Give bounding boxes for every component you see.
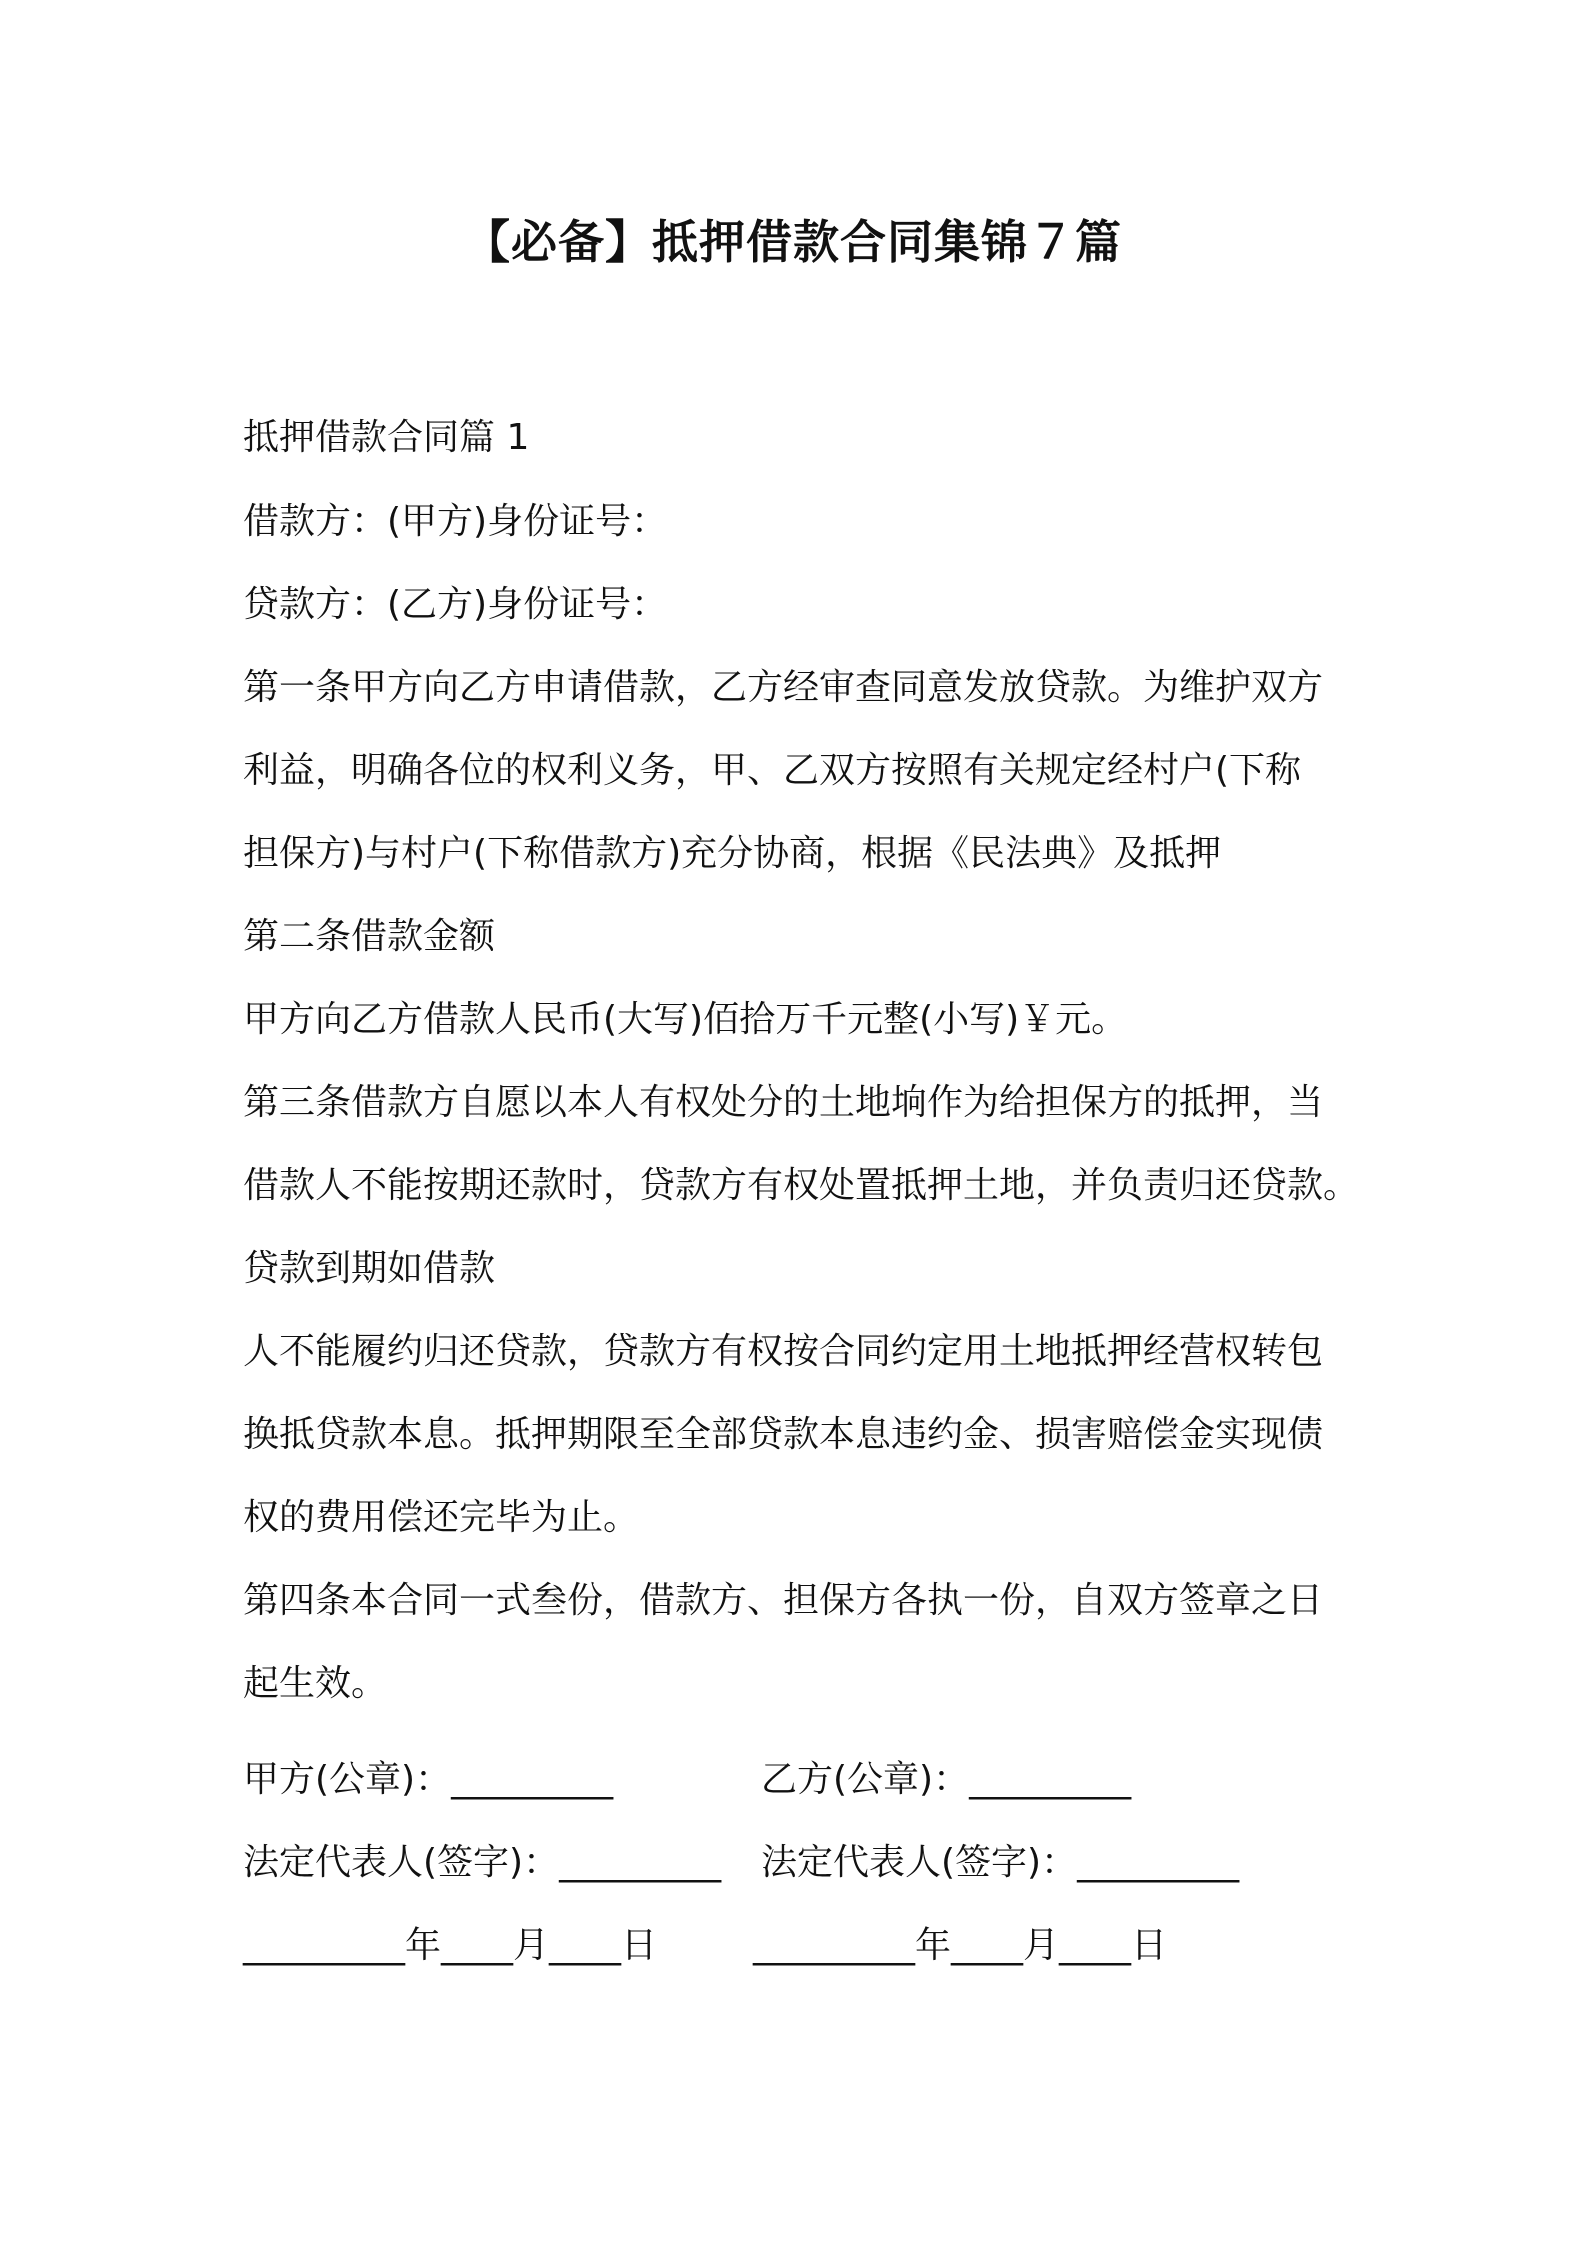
- document-title: 【必备】抵押借款合同集锦７篇: [464, 215, 1122, 269]
- section-heading: 抵押借款合同篇 1: [243, 417, 530, 458]
- party-b-seal: 乙方(公章)：_________: [761, 1759, 1132, 1800]
- clause-4-line-2: 起生效。: [243, 1663, 388, 1704]
- clause-1-line-2: 利益，明确各位的权利义务，甲、乙双方按照有关规定经村户(下称: [243, 750, 1302, 791]
- party-b-representative: 法定代表人(签字)：_________: [761, 1842, 1240, 1883]
- lender-line: 贷款方：(乙方)身份证号：: [243, 584, 668, 625]
- clause-3-line-4: 人不能履约归还贷款，贷款方有权按合同约定用土地抵押经营权转包: [243, 1331, 1324, 1372]
- clause-3-line-3: 贷款到期如借款: [243, 1248, 496, 1289]
- clause-3-line-2: 借款人不能按期还款时，贷款方有权处置抵押土地，并负责归还贷款。: [243, 1165, 1360, 1206]
- party-a-representative: 法定代表人(签字)：_________: [243, 1842, 722, 1883]
- clause-1-line-1: 第一条甲方向乙方申请借款，乙方经审查同意发放贷款。为维护双方: [243, 667, 1324, 708]
- party-a-date: _________年____月____日: [243, 1925, 657, 1966]
- clause-3-line-1: 第三条借款方自愿以本人有权处分的土地垧作为给担保方的抵押，当: [243, 1082, 1324, 1123]
- clause-4-line-1: 第四条本合同一式叁份，借款方、担保方各执一份，自双方签章之日: [243, 1580, 1324, 1621]
- party-b-date: _________年____月____日: [753, 1925, 1167, 1966]
- borrower-line: 借款方：(甲方)身份证号：: [243, 501, 668, 542]
- party-a-seal: 甲方(公章)：_________: [243, 1759, 614, 1800]
- clause-2-body: 甲方向乙方借款人民币(大写)佰拾万千元整(小写)￥元。: [243, 999, 1128, 1040]
- clause-3-line-5: 换抵贷款本息。抵押期限至全部贷款本息违约金、损害赔偿金实现债: [243, 1414, 1324, 1455]
- clause-2-heading: 第二条借款金额: [243, 916, 496, 957]
- clause-1-line-3: 担保方)与村户(下称借款方)充分协商，根据《民法典》及抵押: [243, 833, 1222, 874]
- clause-3-line-6: 权的费用偿还完毕为止。: [243, 1497, 640, 1538]
